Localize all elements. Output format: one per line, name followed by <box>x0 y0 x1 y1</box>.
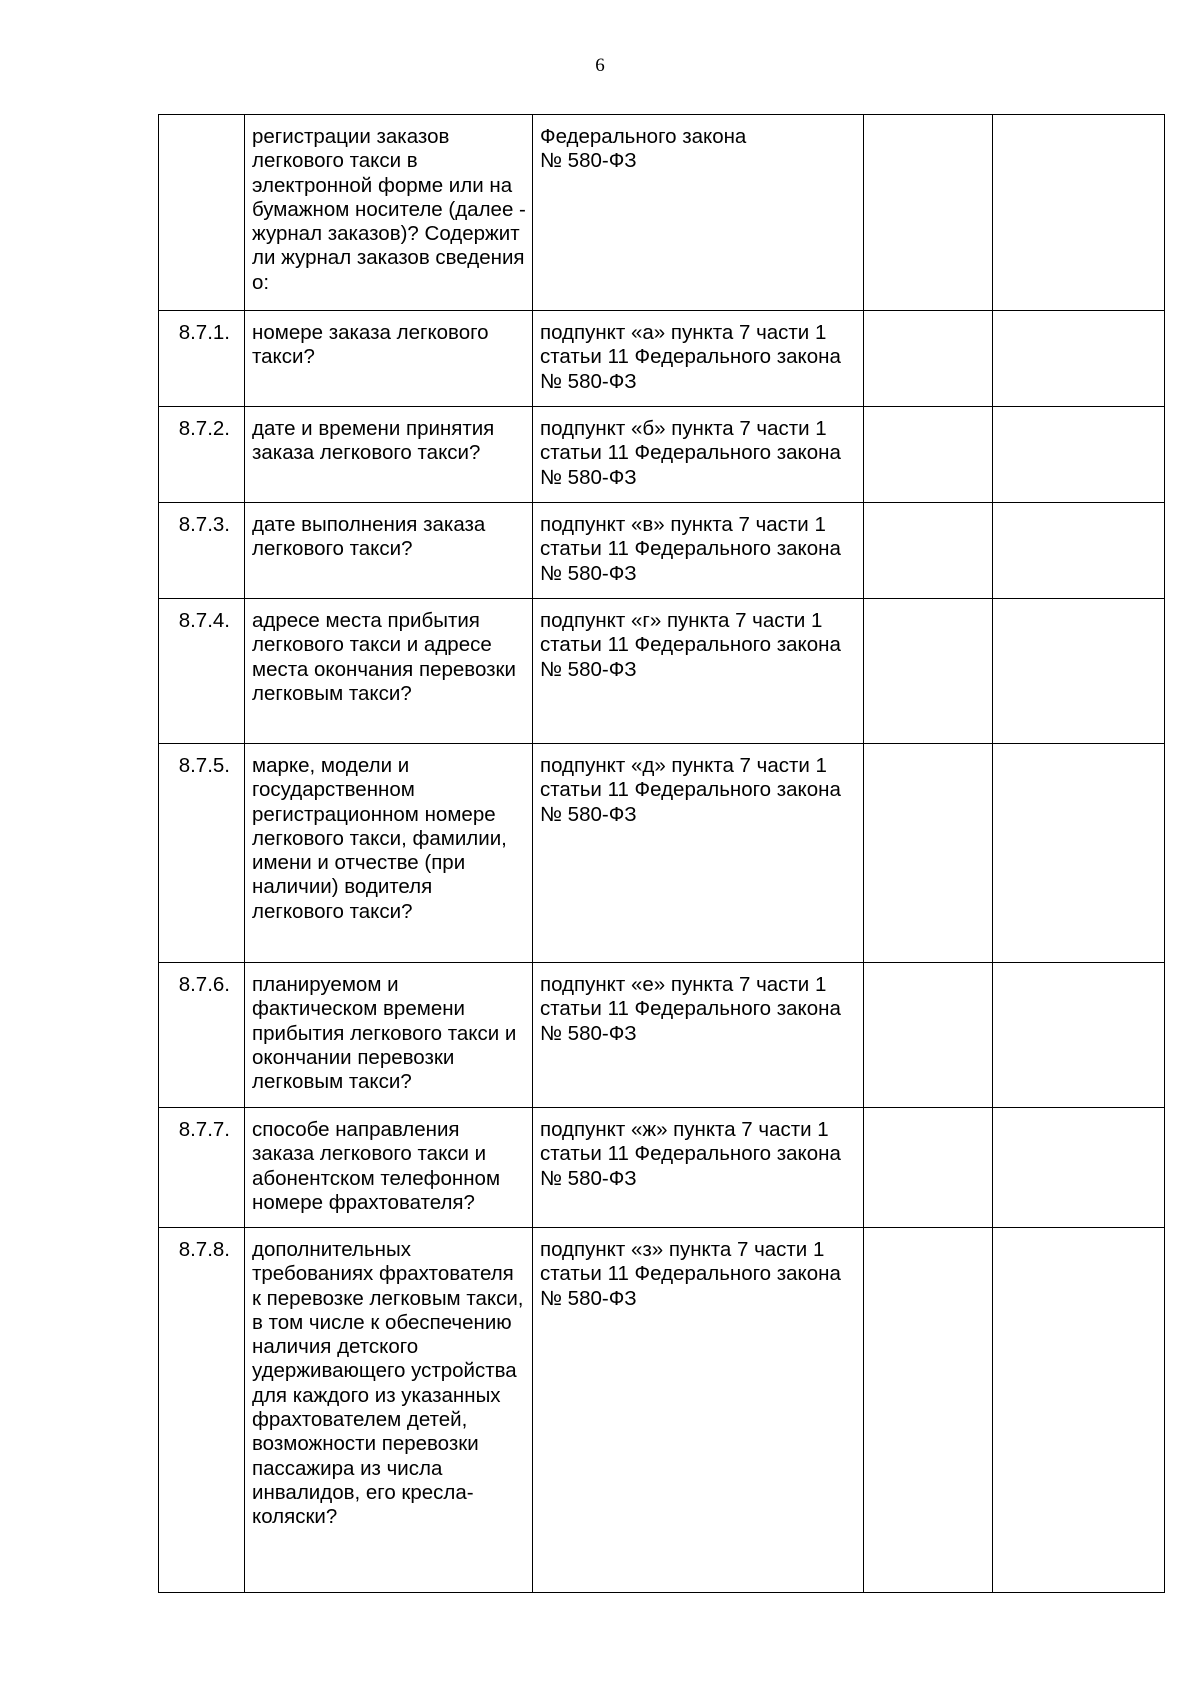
legal-reference: подпункт «в» пункта 7 части 1 статьи 11 Федерального закона № 580-ФЗ <box>533 503 864 599</box>
legal-reference: подпункт «е» пункта 7 части 1 статьи 11 Федерального закона № 580-ФЗ <box>533 963 864 1108</box>
note-cell <box>993 599 1165 744</box>
item-number: 8.7.8. <box>159 1228 245 1593</box>
note-cell <box>993 1228 1165 1593</box>
note-cell <box>993 963 1165 1108</box>
table-row <box>159 1228 1165 1593</box>
answer-cell <box>864 115 993 311</box>
answer-cell <box>864 599 993 744</box>
reference-line: Федерального закона № 580-ФЗ <box>540 125 747 173</box>
question-text: способе направления заказа легкового такси и абонентском телефонном номере фрахтователя? <box>245 1108 533 1228</box>
table-row <box>159 1108 1165 1228</box>
answer-cell <box>864 963 993 1108</box>
note-cell <box>993 407 1165 503</box>
table-row <box>159 599 1165 744</box>
note-cell <box>993 311 1165 407</box>
legal-reference: подпункт «а» пункта 7 части 1 статьи 11 Федерального закона № 580-ФЗ <box>533 311 864 407</box>
item-number <box>159 115 245 311</box>
answer-cell <box>864 744 993 963</box>
question-text: дополнительных требованиях фрахтователя к перевозке легковым такси, в том числе к обеспечению наличия детского удерживающего устройства для каждого из указанных фрахтователем детей, возможности перевозки пассажира из числа инвалидов, его кресла-коляски? <box>245 1228 533 1593</box>
table-row <box>159 407 1165 503</box>
table-row <box>159 115 1165 311</box>
legal-reference: подпункт «з» пункта 7 части 1 статьи 11 Федерального закона № 580-ФЗ <box>533 1228 864 1593</box>
answer-cell <box>864 1228 993 1593</box>
note-cell <box>993 503 1165 599</box>
table-row <box>159 311 1165 407</box>
table-row <box>159 744 1165 963</box>
question-text: адресе места прибытия легкового такси и адресе места окончания перевозки легковым такси? <box>245 599 533 744</box>
table-row <box>159 963 1165 1108</box>
checklist-table <box>158 114 1165 1593</box>
answer-cell <box>864 311 993 407</box>
answer-cell <box>864 407 993 503</box>
answer-cell <box>864 503 993 599</box>
item-number: 8.7.1. <box>159 311 245 407</box>
question-text: марке, модели и государственном регистрационном номере легкового такси, фамилии, имени и отчестве (при наличии) водителя легкового такси? <box>245 744 533 963</box>
item-number: 8.7.4. <box>159 599 245 744</box>
item-number: 8.7.6. <box>159 963 245 1108</box>
question-text: дате выполнения заказа легкового такси? <box>245 503 533 599</box>
question-text: номере заказа легкового такси? <box>245 311 533 407</box>
answer-cell <box>864 1108 993 1228</box>
legal-reference: подпункт «б» пункта 7 части 1 статьи 11 Федерального закона № 580-ФЗ <box>533 407 864 503</box>
note-cell <box>993 744 1165 963</box>
item-number: 8.7.2. <box>159 407 245 503</box>
item-number: 8.7.5. <box>159 744 245 963</box>
note-cell <box>993 1108 1165 1228</box>
legal-reference: подпункт «ж» пункта 7 части 1 статьи 11 Федерального закона № 580-ФЗ <box>533 1108 864 1228</box>
item-number: 8.7.3. <box>159 503 245 599</box>
legal-reference: подпункт «г» пункта 7 части 1 статьи 11 Федерального закона № 580-ФЗ <box>533 599 864 744</box>
item-number: 8.7.7. <box>159 1108 245 1228</box>
page-number: 6 <box>595 55 605 76</box>
question-text: дате и времени принятия заказа легкового такси? <box>245 407 533 503</box>
note-cell <box>993 115 1165 311</box>
table-row <box>159 503 1165 599</box>
legal-reference: подпункт «д» пункта 7 части 1 статьи 11 Федерального закона № 580-ФЗ <box>533 744 864 963</box>
question-text: планируемом и фактическом времени прибытия легкового такси и окончании перевозки легковым такси? <box>245 963 533 1108</box>
question-text: регистрации заказов легкового такси в электронной форме или на бумажном носителе (далее - журнал заказов)? Содержит ли журнал заказов сведения о: <box>245 115 533 311</box>
legal-reference <box>533 115 864 311</box>
